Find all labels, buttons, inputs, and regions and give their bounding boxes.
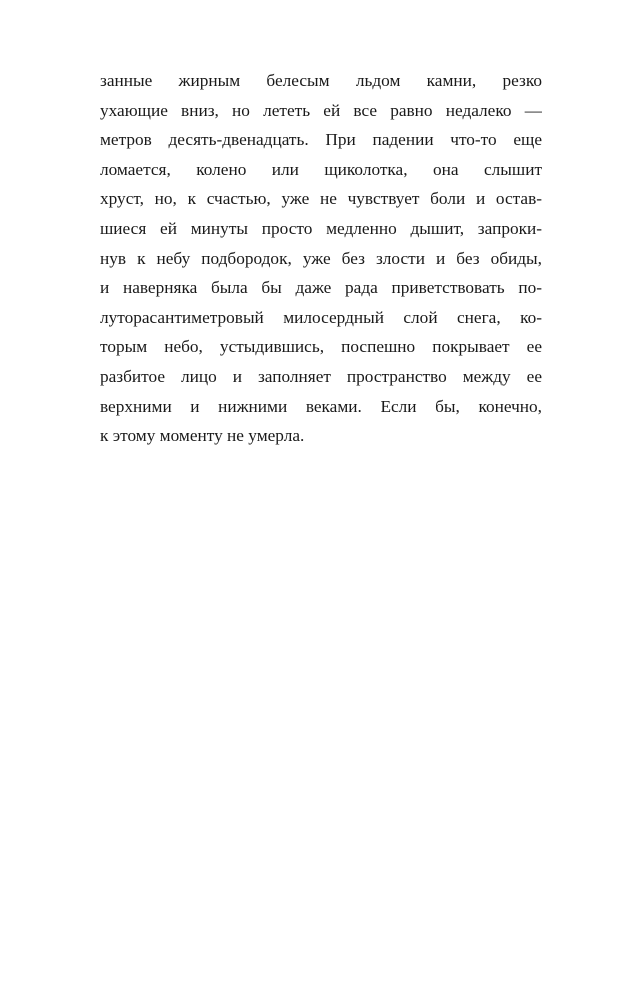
text-line-last: к этому моменту не умерла. [100,426,305,446]
text-line: луторасантиметровый милосердный слой снега, ко- [100,307,542,327]
text-line: и наверняка была бы даже рада приветствовать по- [100,278,542,298]
text-line: шиеся ей минуты просто медленно дышит, запроки- [100,218,542,238]
text-line: хруст, но, к счастью, уже не чувствует боли и остав- [100,189,542,209]
text-line: нув к небу подбородок, уже без злости и без обиды, [100,248,542,268]
text-line: верхними и нижними веками. Если бы, конечно, [100,396,542,416]
text-line: торым небо, устыдившись, поспешно покрывает ее [100,337,542,357]
text-line: разбитое лицо и заполняет пространство между ее [100,366,542,386]
text-line: ломается, колено или щиколотка, она слышит [100,159,542,179]
body-text [100,66,542,451]
text-line: ухающие вниз, но лететь ей все равно недалеко — [100,100,542,120]
text-line: занные жирным белесым льдом камни, резко [100,71,542,90]
text-line: метров десять-двенадцать. При падении что-то еще [100,130,542,150]
